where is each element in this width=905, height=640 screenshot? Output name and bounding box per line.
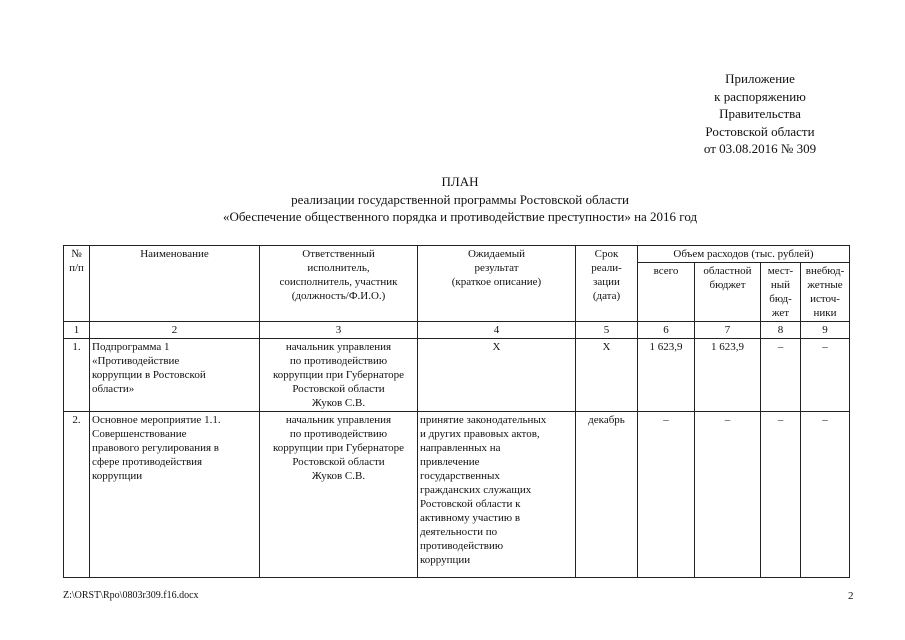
- appendix-line: к распоряжению: [714, 88, 806, 104]
- footer-file-path: Z:\ORST\Rpo\0803r309.f16.docx: [63, 590, 199, 601]
- column-number-row: [64, 322, 850, 339]
- column-number: 9: [801, 322, 850, 339]
- column-number: 5: [576, 322, 638, 339]
- appendix-block: [640, 70, 880, 158]
- plan-title: ПЛАН: [441, 174, 479, 189]
- column-number: 4: [418, 322, 576, 339]
- header-offbudget: внебюд- жетные источ- ники: [801, 263, 850, 322]
- header-name: Наименование: [90, 246, 260, 322]
- row-total: 1 623,9: [638, 339, 695, 412]
- row-name: Подпрограмма 1 «Противодействие коррупции в Ростовской области»: [90, 339, 260, 412]
- row-responsible: начальник управления по противодействию коррупции при Губернаторе Ростовской области Жуков С.В.: [260, 339, 418, 412]
- row-responsible: начальник управления по противодействию коррупции при Губернаторе Ростовской области Жуков С.В.: [260, 412, 418, 578]
- appendix-line: Приложение: [725, 71, 795, 86]
- appendix-line: Ростовской области: [705, 123, 815, 139]
- plan-subtitle: реализации государственной программы Ростовской области: [291, 191, 629, 207]
- plan-heading: [40, 173, 880, 226]
- row-deadline: Х: [576, 339, 638, 412]
- column-number: 8: [761, 322, 801, 339]
- header-total: всего: [638, 263, 695, 322]
- row-offbudget: –: [801, 412, 850, 578]
- header-result: Ожидаемый результат (краткое описание): [418, 246, 576, 322]
- column-number: 7: [695, 322, 761, 339]
- header-responsible: Ответственный исполнитель, соисполнитель, участник (должность/Ф.И.О.): [260, 246, 418, 322]
- header-local: мест- ный бюд- жет: [761, 263, 801, 322]
- table-row: [64, 412, 850, 578]
- appendix-line: Правительства: [719, 106, 801, 121]
- column-number: 3: [260, 322, 418, 339]
- header-deadline: Срок реали- зации (дата): [576, 246, 638, 322]
- row-local: –: [761, 412, 801, 578]
- column-number: 2: [90, 322, 260, 339]
- row-total: –: [638, 412, 695, 578]
- plan-table: [63, 245, 850, 578]
- row-local: –: [761, 339, 801, 412]
- header-expenses: Объем расходов (тыс. рублей): [638, 246, 850, 263]
- row-deadline: декабрь: [576, 412, 638, 578]
- row-result: принятие законодательных и других правовых актов, направленных на привлечение государственных гражданских служащих Ростовской области к активному участию в деятельности по противодействию коррупции: [418, 412, 576, 578]
- row-offbudget: –: [801, 339, 850, 412]
- plan-subtitle: «Обеспечение общественного порядка и противодействие преступности» на 2016 год: [222, 209, 698, 224]
- column-number: 6: [638, 322, 695, 339]
- row-regional: 1 623,9: [695, 339, 761, 412]
- row-regional: –: [695, 412, 761, 578]
- row-result: Х: [418, 339, 576, 412]
- header-num: № п/п: [64, 246, 90, 322]
- row-num: 1.: [64, 339, 90, 412]
- table-row: [64, 339, 850, 412]
- appendix-line: от 03.08.2016 № 309: [703, 141, 817, 156]
- row-num: 2.: [64, 412, 90, 578]
- row-name: Основное мероприятие 1.1. Совершенствование правового регулирования в сфере противодействия коррупции: [90, 412, 260, 578]
- footer-page-number: 2: [848, 590, 854, 602]
- header-regional: областной бюджет: [695, 263, 761, 322]
- column-number: 1: [64, 322, 90, 339]
